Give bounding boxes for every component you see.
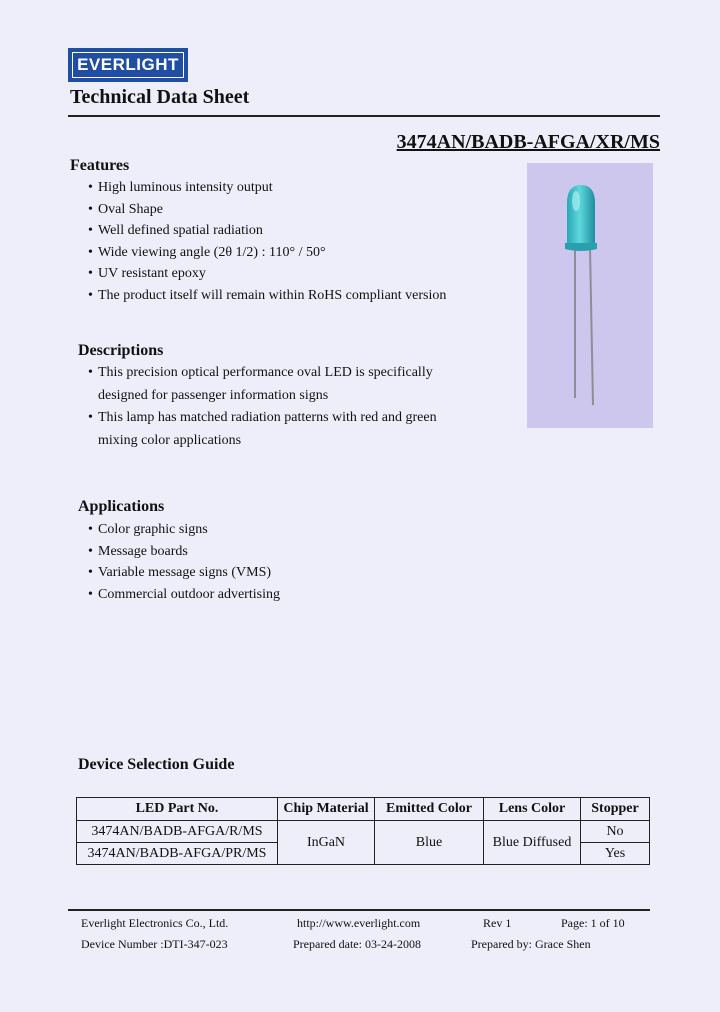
descriptions-list [88,362,453,452]
column-header: Chip Material [278,798,375,821]
list-item: • This precision optical performance oval LED is specifically designed for passenger information signs [88,362,453,407]
features-list [88,177,518,306]
column-header: Stopper [581,798,650,821]
everlight-logo [68,48,188,82]
list-item: • Variable message signs (VMS) [88,562,388,584]
applications-heading: Applications [78,498,165,515]
list-item: • Oval Shape [88,199,518,221]
part-number-title: 3474AN/BADB-AFGA/XR/MS [396,131,660,153]
list-item: • UV resistant epoxy [88,263,518,285]
chip-material-cell: InGaN [278,821,375,865]
device-selection-table [76,797,650,865]
footer-page-number: Page: 1 of 10 [561,916,625,930]
features-heading: Features [70,157,130,174]
list-item: • Message boards [88,541,388,563]
stopper-cell: No [581,821,650,843]
column-header: Emitted Color [375,798,484,821]
column-header: Lens Color [484,798,581,821]
logo-text: EVERLIGHT [72,52,184,78]
list-item: • The product itself will remain within RoHS compliant version [88,285,518,307]
list-item: • Commercial outdoor advertising [88,584,388,606]
list-item: • Color graphic signs [88,519,388,541]
footer-divider [68,909,650,911]
stopper-cell: Yes [581,843,650,865]
footer-company: Everlight Electronics Co., Ltd. [81,916,229,930]
applications-list [88,519,388,605]
list-item: • Well defined spatial radiation [88,220,518,242]
table-row [77,821,650,843]
led-product-photo [527,163,653,428]
emitted-color-cell: Blue [375,821,484,865]
selection-guide-heading: Device Selection Guide [78,756,235,773]
footer-prepared-by: Prepared by: Grace Shen [471,937,591,951]
footer-revision: Rev 1 [483,916,512,930]
list-item: • High luminous intensity output [88,177,518,199]
table-header-row [77,798,650,821]
footer-device-number: Device Number :DTI-347-023 [81,937,228,951]
header-divider [68,115,660,117]
list-item: • Wide viewing angle (2θ 1/2) : 110° / 50° [88,242,518,264]
footer-url-link[interactable]: http://www.everlight.com [297,916,421,930]
part-cell: 3474AN/BADB-AFGA/R/MS [77,821,278,843]
lens-color-cell: Blue Diffused [484,821,581,865]
led-illustration [527,163,653,428]
descriptions-heading: Descriptions [78,342,164,359]
column-header: LED Part No. [77,798,278,821]
list-item: • This lamp has matched radiation patterns with red and green mixing color applications [88,407,453,452]
part-cell: 3474AN/BADB-AFGA/PR/MS [77,843,278,865]
document-title: Technical Data Sheet [70,86,250,108]
footer-prepared-date: Prepared date: 03-24-2008 [293,937,421,951]
